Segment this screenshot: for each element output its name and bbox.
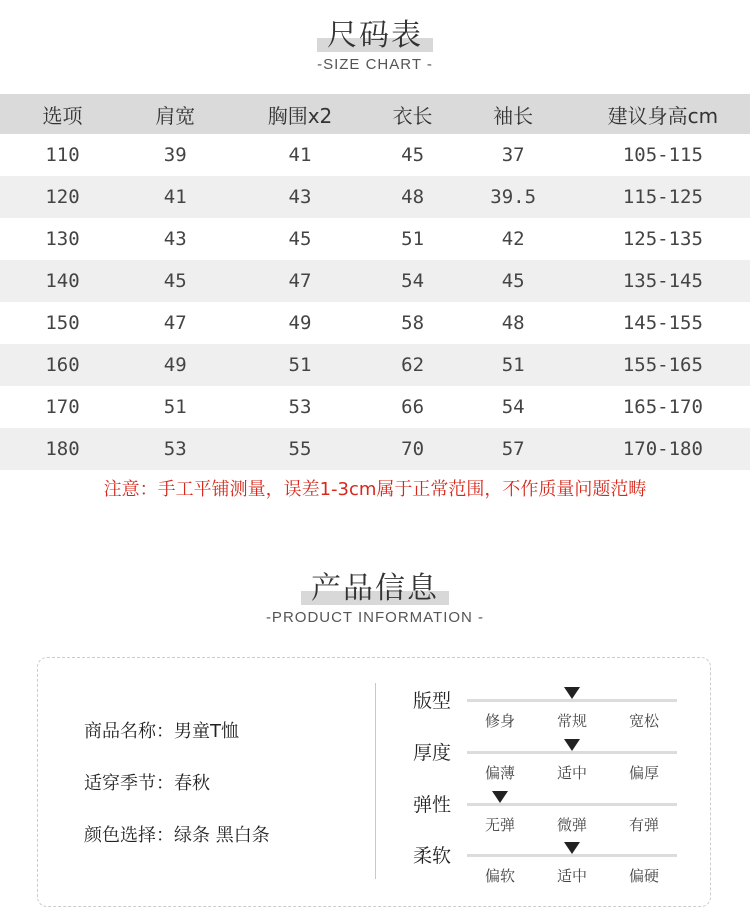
detail-value: 春秋 [174, 773, 210, 794]
scale-option: 微弹 [556, 816, 587, 834]
size-cell: 41 [288, 144, 312, 166]
scale-track [467, 699, 677, 702]
size-row [0, 260, 750, 302]
scale-track [467, 751, 677, 754]
size-cell: 51 [451, 344, 576, 386]
size-cell: 47 [163, 312, 187, 334]
size-cell: 155-165 [576, 344, 750, 386]
size-cell: 150 [45, 312, 80, 334]
size-row [0, 218, 750, 260]
size-cell: 55 [225, 428, 374, 470]
header-cell: 胸围x2 [225, 94, 374, 134]
size-cell: 45 [401, 144, 425, 166]
header-cell: 衣长 [375, 94, 451, 134]
size-cell: 45 [288, 228, 312, 250]
size-cell: 54 [375, 260, 451, 302]
scale-option: 常规 [556, 712, 587, 730]
selected-marker-icon [492, 791, 508, 803]
size-cell: 49 [288, 312, 312, 334]
attribute-label: 版型 [413, 690, 452, 712]
size-cell: 140 [0, 260, 125, 302]
size-table-body [0, 134, 750, 470]
size-row [0, 176, 750, 218]
size-cell: 51 [163, 396, 187, 418]
size-cell: 53 [125, 428, 225, 470]
size-cell: 105-115 [622, 144, 703, 166]
size-cell: 165-170 [622, 396, 703, 418]
size-row [0, 344, 750, 386]
size-cell: 39 [163, 144, 187, 166]
size-cell: 125-135 [622, 228, 703, 250]
size-table-header [0, 94, 750, 134]
size-cell: 170 [45, 396, 80, 418]
size-chart-heading [0, 10, 750, 73]
size-cell: 42 [501, 228, 525, 250]
detail-label: 适穿季节： [84, 773, 174, 794]
size-cell: 47 [225, 260, 374, 302]
scale-option: 修身 [484, 712, 515, 730]
size-row [0, 302, 750, 344]
size-cell: 45 [125, 260, 225, 302]
attribute-label: 柔软 [413, 845, 452, 867]
selected-marker-icon [564, 687, 580, 699]
size-cell: 58 [401, 312, 425, 334]
size-cell: 62 [375, 344, 451, 386]
size-cell: 110 [45, 144, 80, 166]
size-cell: 51 [401, 228, 425, 250]
size-cell: 45 [451, 260, 576, 302]
attribute-label: 厚度 [413, 742, 452, 764]
size-chart-subtitle: -SIZE CHART - [317, 56, 433, 73]
size-cell: 48 [501, 312, 525, 334]
scale-option: 无弹 [484, 816, 515, 834]
size-cell: 49 [125, 344, 225, 386]
size-cell: 37 [501, 144, 525, 166]
size-cell: 51 [225, 344, 374, 386]
size-cell: 160 [0, 344, 125, 386]
detail-label: 颜色选择： [84, 825, 174, 846]
product-info-title-box [311, 563, 439, 607]
size-cell: 43 [225, 176, 374, 218]
size-cell: 39.5 [451, 176, 576, 218]
product-info-heading [0, 563, 750, 626]
detail-color [84, 821, 270, 847]
scale-option: 宽松 [628, 712, 659, 730]
size-cell: 57 [451, 428, 576, 470]
size-chart-title: 尺码表 [327, 18, 423, 53]
scale-option: 偏软 [484, 867, 515, 885]
selected-marker-icon [564, 842, 580, 854]
size-cell: 135-145 [576, 260, 750, 302]
size-cell: 41 [125, 176, 225, 218]
size-cell: 43 [163, 228, 187, 250]
attribute-label: 弹性 [413, 794, 452, 816]
detail-label: 商品名称： [84, 721, 174, 742]
size-cell: 70 [375, 428, 451, 470]
header-cell: 选项 [0, 94, 125, 134]
detail-value: 绿条 黑白条 [174, 825, 270, 846]
measurement-note: 注意：手工平铺测量，误差1-3cm属于正常范围，不作质量问题范畴 [103, 479, 647, 500]
product-info-subtitle: -PRODUCT INFORMATION - [265, 609, 485, 626]
product-info-title: 产品信息 [311, 571, 439, 606]
size-cell: 170-180 [576, 428, 750, 470]
size-cell: 130 [45, 228, 80, 250]
size-cell: 53 [288, 396, 312, 418]
scale-option: 适中 [556, 764, 587, 782]
selected-marker-icon [564, 739, 580, 751]
scale-track [467, 803, 677, 806]
detail-product-name [84, 717, 239, 743]
header-cell: 袖长 [451, 94, 576, 134]
scale-option: 适中 [556, 867, 587, 885]
detail-season [84, 769, 210, 795]
size-cell: 48 [375, 176, 451, 218]
header-cell: 建议身高cm [576, 94, 750, 134]
size-chart-title-box [327, 10, 423, 54]
size-row [0, 134, 750, 176]
size-table [0, 94, 750, 470]
size-row [0, 428, 750, 470]
size-cell: 120 [0, 176, 125, 218]
info-divider [375, 683, 376, 879]
size-cell: 145-155 [622, 312, 703, 334]
size-cell: 115-125 [576, 176, 750, 218]
detail-value: 男童T恤 [174, 721, 239, 742]
size-cell: 66 [401, 396, 425, 418]
size-cell: 54 [501, 396, 525, 418]
scale-option: 有弹 [628, 816, 659, 834]
size-cell: 180 [0, 428, 125, 470]
size-row [0, 386, 750, 428]
scale-option: 偏硬 [628, 867, 659, 885]
scale-option: 偏厚 [628, 764, 659, 782]
header-cell: 肩宽 [125, 94, 225, 134]
scale-track [467, 854, 677, 857]
scale-option: 偏薄 [484, 764, 515, 782]
